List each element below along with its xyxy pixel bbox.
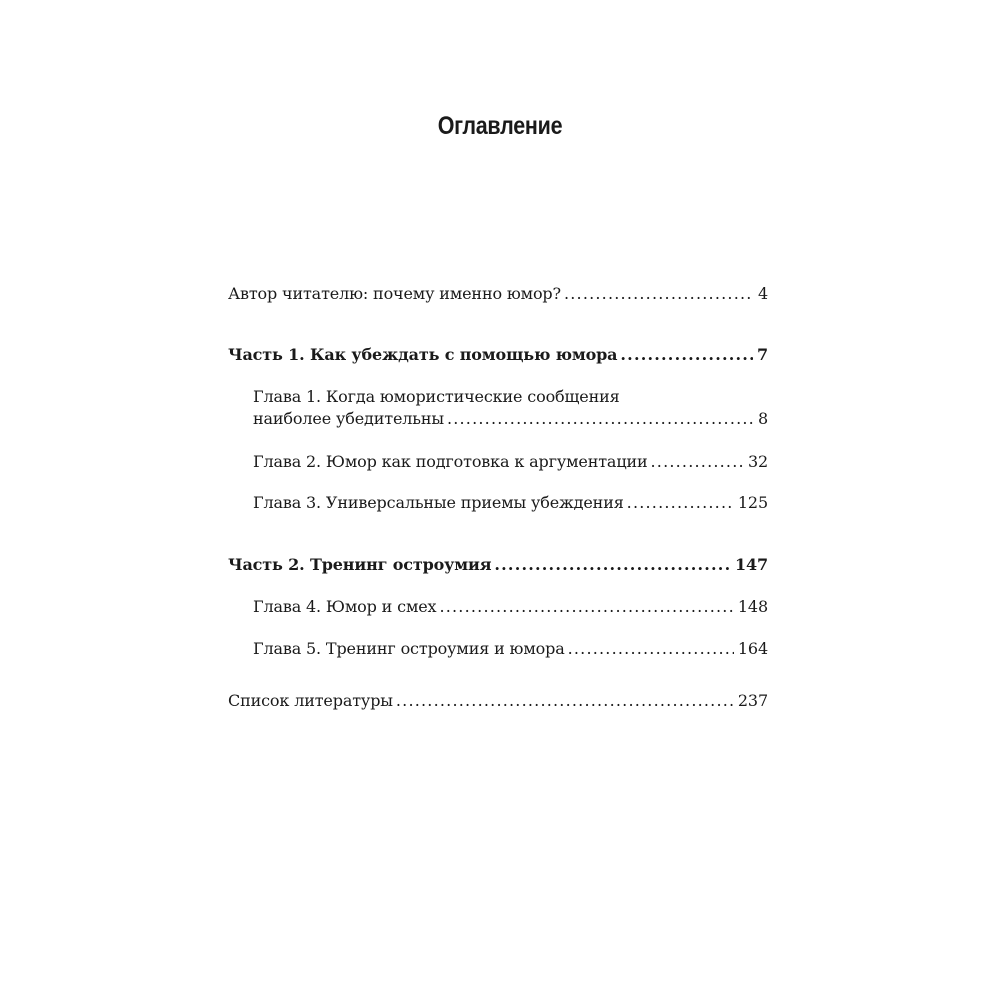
dot-leader xyxy=(568,638,734,660)
toc-entry-title-line-1: Глава 1. Когда юмористические сообщения xyxy=(253,387,620,406)
toc-entry-title: Глава 4. Юмор и смех xyxy=(253,597,437,616)
toc-entry-title: Часть 2. Тренинг остроумия xyxy=(228,555,492,574)
toc-entry-title: Часть 1. Как убеждать с помощью юмора xyxy=(228,345,618,364)
toc-page-number: 7 xyxy=(757,345,768,364)
dot-leader xyxy=(494,554,731,576)
toc-entry-title: Глава 3. Универсальные приемы убеждения xyxy=(253,493,624,512)
dot-leader xyxy=(447,408,754,430)
dot-leader xyxy=(627,492,734,514)
toc-entry-title: Автор читателю: почему именно юмор? xyxy=(228,284,561,303)
toc-page-number: 8 xyxy=(757,409,768,428)
toc-entry-chapter-3 xyxy=(253,492,768,514)
page-title: Оглавление xyxy=(437,112,563,140)
toc-entry-chapter-2 xyxy=(253,451,768,473)
toc-entry-chapter-4 xyxy=(253,596,768,618)
toc-entry-title: Глава 2. Юмор как подготовка к аргументации xyxy=(253,452,648,471)
toc-entry-title: наиболее убедительны xyxy=(253,409,444,428)
dot-leader xyxy=(564,283,754,305)
toc-page-number: 148 xyxy=(737,597,768,616)
dot-leader xyxy=(651,451,744,473)
toc-page-number: 4 xyxy=(757,284,768,303)
dot-leader xyxy=(620,344,753,366)
toc-entry-author-preface xyxy=(228,283,768,305)
toc-page-number: 164 xyxy=(737,639,768,658)
toc-page-number: 32 xyxy=(747,452,768,471)
toc-entry-chapter-1 xyxy=(253,386,768,430)
dot-leader xyxy=(396,690,734,712)
toc-entry-title: Список литературы xyxy=(228,691,393,710)
toc-entry-part-2 xyxy=(228,554,768,576)
toc-entry-chapter-5 xyxy=(253,638,768,660)
toc-page-number: 147 xyxy=(735,555,768,574)
toc-page-number: 125 xyxy=(737,493,768,512)
table-of-contents xyxy=(228,0,768,1000)
toc-page-number: 237 xyxy=(737,691,768,710)
toc-entry-part-1 xyxy=(228,344,768,366)
toc-entry-bibliography xyxy=(228,690,768,712)
toc-entry-title: Глава 5. Тренинг остроумия и юмора xyxy=(253,639,565,658)
dot-leader xyxy=(439,596,733,618)
